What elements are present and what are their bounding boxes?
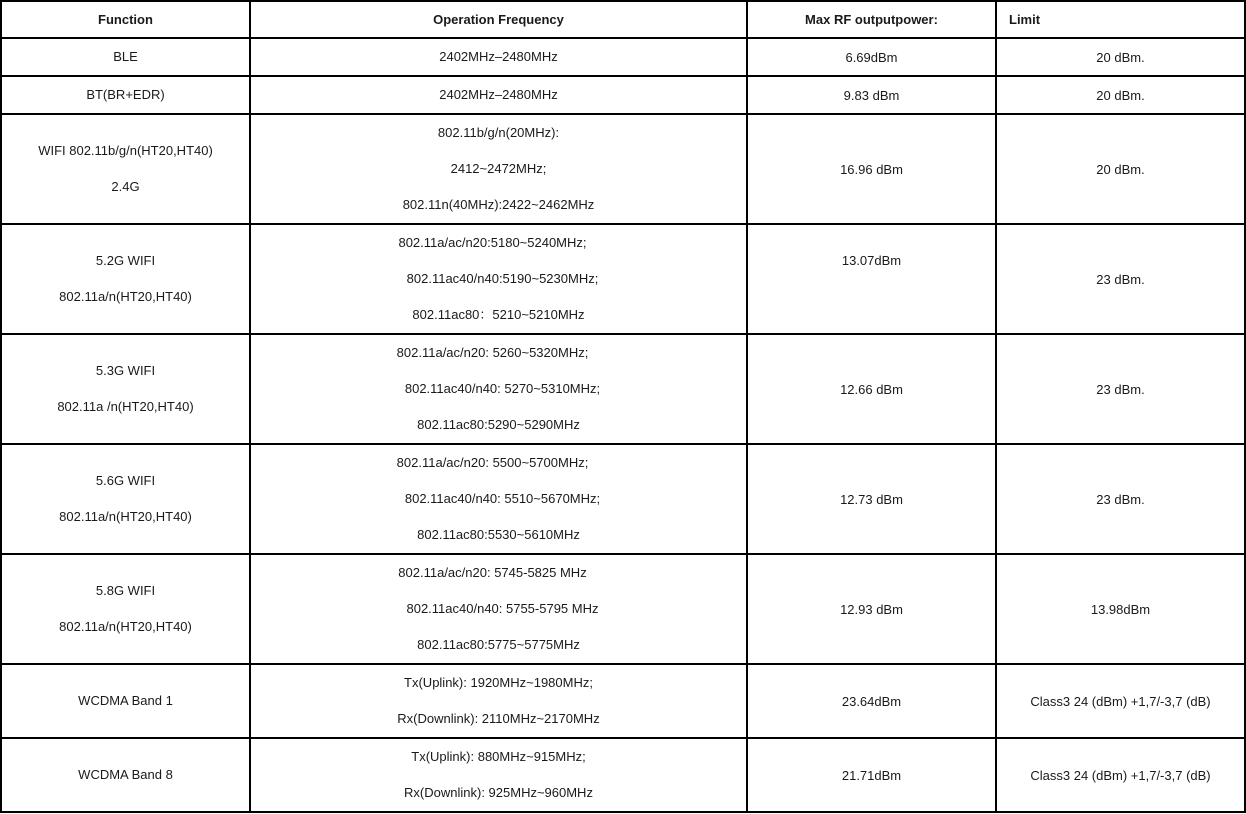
frequency-cell: 802.11a/ac/n20: 5745-5825 MHz 802.11ac40/n40: 5755-5795 MHz 802.11ac80:5775~5775MHz xyxy=(250,554,747,664)
header-row xyxy=(1,1,1245,38)
frequency-cell: 2402MHz–2480MHz xyxy=(250,76,747,114)
header-max-rf-output-power: Max RF outputpower: xyxy=(747,1,996,38)
function-cell: 5.6G WIFI 802.11a/n(HT20,HT40) xyxy=(1,444,250,554)
table-row-wifi-5-6g xyxy=(1,444,1245,554)
power-cell: 12.93 dBm xyxy=(747,554,996,664)
limit-cell: 20 dBm. xyxy=(996,76,1245,114)
frequency-cell: Tx(Uplink): 1920MHz~1980MHz; Rx(Downlink): 2110MHz~2170MHz xyxy=(250,664,747,738)
function-cell: 5.2G WIFI 802.11a/n(HT20,HT40) xyxy=(1,224,250,334)
limit-cell: Class3 24 (dBm) +1,7/-3,7 (dB) xyxy=(996,664,1245,738)
limit-cell: 13.98dBm xyxy=(996,554,1245,664)
limit-cell: 23 dBm. xyxy=(996,224,1245,334)
power-cell: 6.69dBm xyxy=(747,38,996,76)
limit-cell: 20 dBm. xyxy=(996,38,1245,76)
power-cell: 9.83 dBm xyxy=(747,76,996,114)
table-row-ble xyxy=(1,38,1245,76)
table-row-wcdma-band-1 xyxy=(1,664,1245,738)
power-cell: 13.07dBm xyxy=(747,224,996,334)
table-row-wcdma-band-8 xyxy=(1,738,1245,812)
function-cell: WCDMA Band 8 xyxy=(1,738,250,812)
header-limit: Limit xyxy=(996,1,1245,38)
frequency-cell: 802.11b/g/n(20MHz): 2412~2472MHz; 802.11n(40MHz):2422~2462MHz xyxy=(250,114,747,224)
limit-cell: Class3 24 (dBm) +1,7/-3,7 (dB) xyxy=(996,738,1245,812)
limit-cell: 23 dBm. xyxy=(996,444,1245,554)
power-cell: 16.96 dBm xyxy=(747,114,996,224)
function-cell: WIFI 802.11b/g/n(HT20,HT40) 2.4G xyxy=(1,114,250,224)
frequency-cell: 2402MHz–2480MHz xyxy=(250,38,747,76)
power-cell: 12.73 dBm xyxy=(747,444,996,554)
table-row-wifi-5-8g xyxy=(1,554,1245,664)
frequency-cell: 802.11a/ac/n20:5180~5240MHz; 802.11ac40/n40:5190~5230MHz; 802.11ac80：5210~5210MHz xyxy=(250,224,747,334)
limit-cell: 23 dBm. xyxy=(996,334,1245,444)
table-row-wifi-2-4g xyxy=(1,114,1245,224)
frequency-cell: 802.11a/ac/n20: 5260~5320MHz; 802.11ac40/n40: 5270~5310MHz; 802.11ac80:5290~5290MHz xyxy=(250,334,747,444)
function-cell: BLE xyxy=(1,38,250,76)
function-cell: WCDMA Band 1 xyxy=(1,664,250,738)
table-row-bt xyxy=(1,76,1245,114)
limit-cell: 20 dBm. xyxy=(996,114,1245,224)
table-row-wifi-5-2g xyxy=(1,224,1245,334)
power-cell: 23.64dBm xyxy=(747,664,996,738)
function-cell: BT(BR+EDR) xyxy=(1,76,250,114)
frequency-cell: 802.11a/ac/n20: 5500~5700MHz; 802.11ac40/n40: 5510~5670MHz; 802.11ac80:5530~5610MHz xyxy=(250,444,747,554)
function-cell: 5.3G WIFI 802.11a /n(HT20,HT40) xyxy=(1,334,250,444)
function-cell: 5.8G WIFI 802.11a/n(HT20,HT40) xyxy=(1,554,250,664)
frequency-cell: Tx(Uplink): 880MHz~915MHz; Rx(Downlink): 925MHz~960MHz xyxy=(250,738,747,812)
table-row-wifi-5-3g xyxy=(1,334,1245,444)
header-function: Function xyxy=(1,1,250,38)
power-cell: 12.66 dBm xyxy=(747,334,996,444)
power-cell: 21.71dBm xyxy=(747,738,996,812)
header-operation-frequency: Operation Frequency xyxy=(250,1,747,38)
